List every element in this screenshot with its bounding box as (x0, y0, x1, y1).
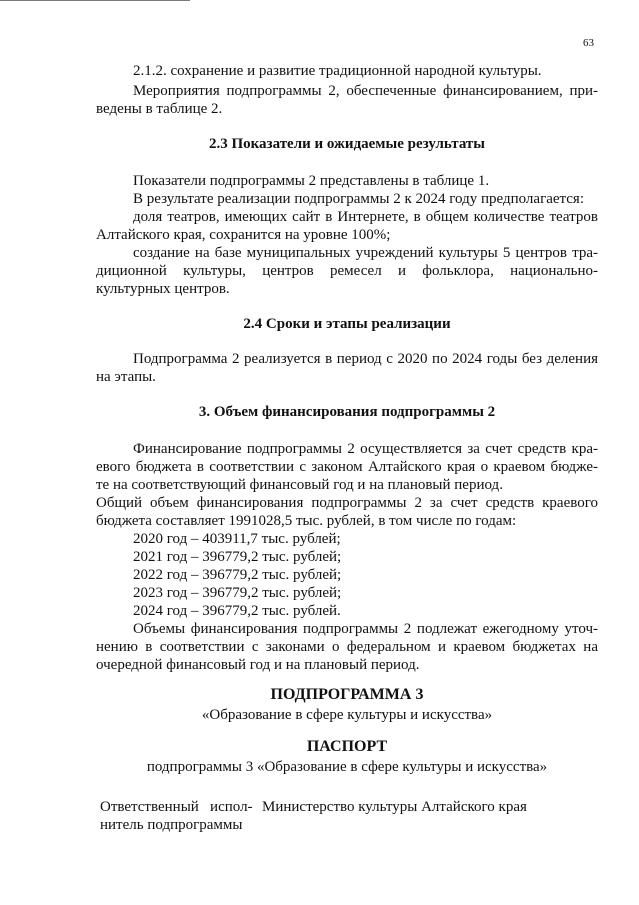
passport-title: ПАСПОРТ (306, 738, 388, 755)
funding-year-2022: 2022 год – 396779,2 тыс. рублей; (133, 567, 342, 583)
paragraph-line: Общий объем финансирования подпрограммы 2 за счет средств краевого (96, 495, 598, 511)
paragraph-line: Мероприятия подпрограммы 2, обеспеченные финансированием, при- (133, 83, 598, 99)
page-number: 63 (583, 37, 594, 49)
section-heading-2-4: 2.4 Сроки и этапы реализации (243, 316, 451, 332)
passport-label-line: нитель подпрограммы (100, 817, 243, 833)
paragraph-line: Показатели подпрограммы 2 представлены в таблице 1. (133, 173, 490, 189)
scan-edge-line (0, 0, 190, 1)
paragraph-line: диционной культуры, центров ремесел и фольклора, национально- (96, 263, 598, 279)
paragraph-line: на этапы. (96, 369, 156, 385)
paragraph-line: 2.1.2. сохранение и развитие традиционной народной культуры. (133, 63, 542, 79)
paragraph-line: те на соответствующий финансовый год и на плановый период. (96, 477, 503, 493)
subprogram-3-name: «Образование в сфере культуры и искусства» (201, 707, 493, 723)
funding-year-2023: 2023 год – 396779,2 тыс. рублей; (133, 585, 342, 601)
funding-year-2024: 2024 год – 396779,2 тыс. рублей. (133, 603, 341, 619)
passport-subtitle: подпрограммы 3 «Образование в сфере культуры и искусства» (146, 759, 548, 775)
paragraph-line: Финансирование подпрограммы 2 осуществляется за счет средств кра- (133, 441, 598, 457)
paragraph-line: создание на базе муниципальных учреждений культуры 5 центров тра- (133, 245, 598, 261)
paragraph-line: В результате реализации подпрограммы 2 к 2024 году предполагается: (133, 191, 584, 207)
paragraph-line: бюджета составляет 1991028,5 тыс. рублей, в том числе по годам: (96, 513, 517, 529)
funding-year-2020: 2020 год – 403911,7 тыс. рублей; (133, 531, 341, 547)
paragraph-line: Алтайского края, сохранится на уровне 100%; (96, 227, 391, 243)
paragraph-line: Объемы финансирования подпрограммы 2 подлежат ежегодному уточ- (133, 621, 598, 637)
paragraph-line: доля театров, имеющих сайт в Интернете, в общем количестве театров (133, 209, 598, 225)
paragraph-line: евого бюджета в соответствии с законом Алтайского края о краевом бюдже- (96, 459, 598, 475)
paragraph-line: культурных центров. (96, 281, 230, 297)
paragraph-line: очередной финансовый год и на плановый период. (96, 657, 420, 673)
section-heading-2-3: 2.3 Показатели и ожидаемые результаты (208, 136, 486, 152)
passport-label-line: Ответственный испол- (100, 799, 253, 815)
paragraph-line: нению в соответствии с законами о федеральном и краевом бюджетах на (96, 639, 598, 655)
section-heading-3: 3. Объем финансирования подпрограммы 2 (198, 404, 496, 420)
subprogram-3-title: ПОДПРОГРАММА 3 (270, 686, 424, 703)
passport-value: Министерство культуры Алтайского края (262, 799, 527, 815)
paragraph-line: Подпрограмма 2 реализуется в период с 2020 по 2024 годы без деления (133, 351, 598, 367)
paragraph-line: ведены в таблице 2. (96, 101, 223, 117)
funding-year-2021: 2021 год – 396779,2 тыс. рублей; (133, 549, 342, 565)
